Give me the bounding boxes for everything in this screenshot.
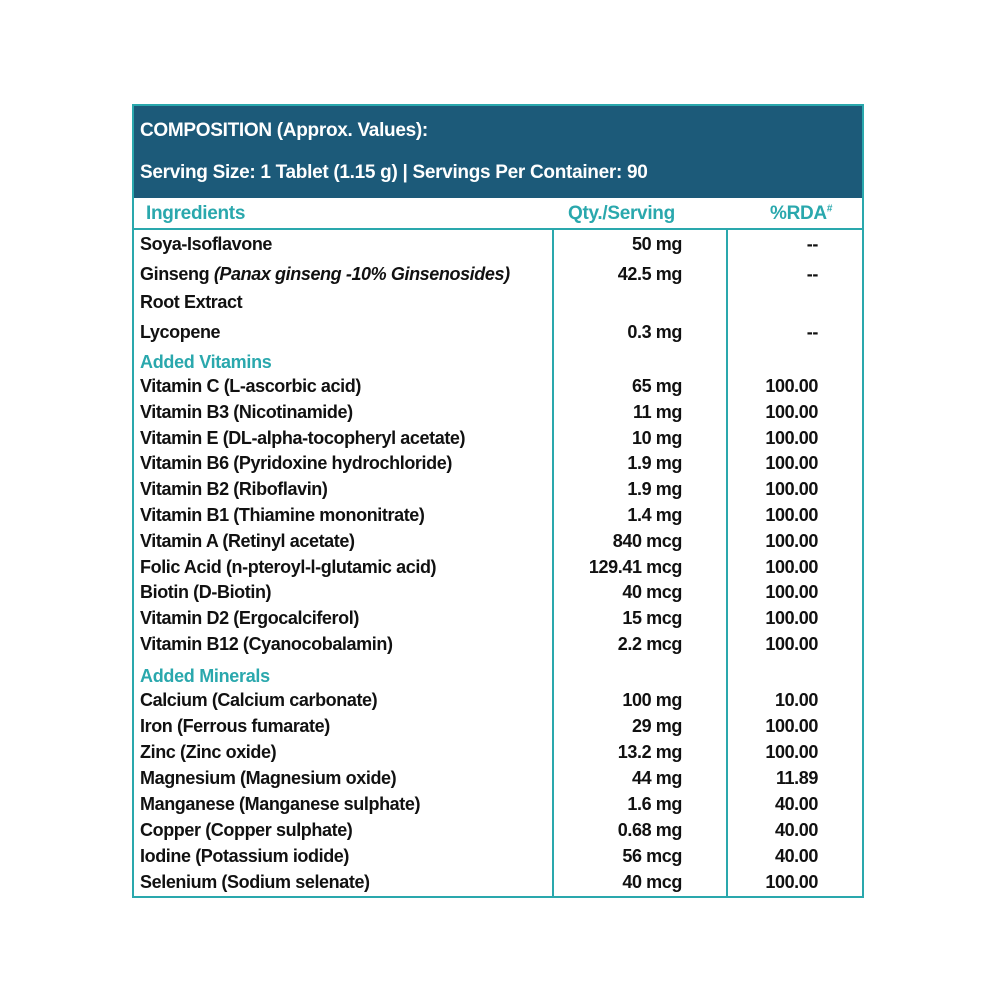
ingredient-name: Vitamin E (DL-alpha-tocopheryl acetate) bbox=[140, 427, 466, 448]
quantity-per-serving: 42.5 mg bbox=[617, 264, 682, 284]
column-divider-1 bbox=[552, 230, 554, 898]
ingredient-name: Iron (Ferrous fumarate) bbox=[140, 716, 330, 736]
rda-percent: 100.00 bbox=[765, 742, 818, 762]
quantity-per-serving: 29 mg bbox=[631, 716, 682, 736]
ingredient-name: Vitamin A (Retinyl acetate) bbox=[140, 530, 355, 551]
quantity-per-serving: 44 mg bbox=[631, 768, 682, 788]
header-divider bbox=[134, 228, 862, 230]
ingredient-name: Vitamin B6 (Pyridoxine hydrochloride) bbox=[140, 453, 452, 474]
ingredient-name: Vitamin D2 (Ergocalciferol) bbox=[140, 608, 359, 629]
column-header-rda: %RDA# bbox=[770, 203, 833, 224]
quantity-per-serving: 0.3 mg bbox=[627, 322, 682, 342]
quantity-per-serving: 0.68 mg bbox=[617, 820, 682, 840]
rda-percent: 10.00 bbox=[774, 690, 818, 710]
rda-percent: -- bbox=[806, 234, 818, 254]
rda-percent: 100.00 bbox=[765, 872, 818, 892]
quantity-per-serving: 1.6 mg bbox=[627, 794, 682, 814]
composition-title: COMPOSITION (Approx. Values): bbox=[140, 120, 428, 141]
ingredient-name: Zinc (Zinc oxide) bbox=[140, 742, 277, 762]
column-header-ingredients: Ingredients bbox=[146, 203, 246, 224]
rda-percent: 40.00 bbox=[774, 794, 818, 814]
ingredient-name: Vitamin B12 (Cyanocobalamin) bbox=[140, 634, 393, 654]
ingredient-name: Vitamin B3 (Nicotinamide) bbox=[140, 401, 353, 422]
ingredient-name: Vitamin B2 (Riboflavin) bbox=[140, 479, 328, 500]
ingredient-name: Folic Acid (n-pteroyl-l-glutamic acid) bbox=[140, 556, 437, 577]
rda-percent: 100.00 bbox=[765, 716, 818, 736]
rda-percent: -- bbox=[806, 264, 818, 284]
rda-percent: 100.00 bbox=[765, 634, 818, 654]
quantity-per-serving: 1.4 mg bbox=[627, 505, 682, 525]
quantity-per-serving: 40 mcg bbox=[622, 582, 682, 603]
ingredient-name: Magnesium (Magnesium oxide) bbox=[140, 768, 397, 788]
ingredient-name: Vitamin C (L-ascorbic acid) bbox=[140, 376, 361, 396]
rda-percent: 100.00 bbox=[765, 608, 818, 629]
quantity-per-serving: 2.2 mcg bbox=[617, 634, 682, 654]
ingredient-name: Copper (Copper sulphate) bbox=[140, 820, 353, 840]
composition-panel bbox=[132, 104, 864, 898]
ingredient-name: Vitamin B1 (Thiamine mononitrate) bbox=[140, 505, 425, 525]
rda-percent: 100.00 bbox=[765, 479, 818, 500]
rda-percent: 40.00 bbox=[774, 820, 818, 840]
quantity-per-serving: 1.9 mg bbox=[627, 479, 682, 500]
rda-percent: -- bbox=[806, 322, 818, 342]
quantity-per-serving: 840 mcg bbox=[612, 530, 682, 551]
rda-percent: 100.00 bbox=[765, 401, 818, 422]
quantity-per-serving: 40 mcg bbox=[622, 872, 682, 892]
quantity-per-serving: 100 mg bbox=[622, 690, 682, 710]
rda-percent: 100.00 bbox=[765, 505, 818, 525]
column-divider-2 bbox=[726, 230, 728, 898]
quantity-per-serving: 1.9 mg bbox=[627, 453, 682, 474]
rda-percent: 100.00 bbox=[765, 376, 818, 396]
ingredient-name: Manganese (Manganese sulphate) bbox=[140, 794, 421, 814]
rda-percent: 100.00 bbox=[765, 530, 818, 551]
rda-percent: 100.00 bbox=[765, 453, 818, 474]
quantity-per-serving: 11 mg bbox=[632, 401, 682, 422]
ingredient-name: Calcium (Calcium carbonate) bbox=[140, 690, 378, 710]
quantity-per-serving: 65 mg bbox=[631, 376, 682, 396]
quantity-per-serving: 10 mg bbox=[631, 427, 682, 448]
ingredient-name: Biotin (D-Biotin) bbox=[140, 582, 272, 603]
ingredient-name: Selenium (Sodium selenate) bbox=[140, 872, 370, 892]
ingredient-name: Ginseng (Panax ginseng -10% Ginsenosides) bbox=[140, 264, 510, 284]
rda-percent: 40.00 bbox=[774, 846, 818, 866]
rda-percent: 100.00 bbox=[765, 556, 818, 577]
column-header-qty: Qty./Serving bbox=[568, 203, 675, 224]
ingredient-name: Lycopene bbox=[140, 322, 221, 342]
ingredient-name: Iodine (Potassium iodide) bbox=[140, 846, 350, 866]
ingredient-name: Root Extract bbox=[140, 292, 243, 312]
quantity-per-serving: 129.41 mcg bbox=[588, 556, 682, 577]
rda-footnote-mark: # bbox=[826, 203, 833, 215]
section-heading-vitamins: Added Vitamins bbox=[140, 352, 272, 372]
quantity-per-serving: 15 mcg bbox=[622, 608, 682, 629]
section-heading-minerals: Added Minerals bbox=[140, 666, 270, 686]
rda-percent: 100.00 bbox=[765, 582, 818, 603]
quantity-per-serving: 13.2 mg bbox=[617, 742, 682, 762]
serving-info: Serving Size: 1 Tablet (1.15 g) | Servings Per Container: 90 bbox=[140, 162, 648, 183]
quantity-per-serving: 56 mcg bbox=[622, 846, 682, 866]
composition-header bbox=[134, 106, 862, 198]
ingredient-botanical-name: (Panax ginseng -10% Ginsenosides) bbox=[213, 264, 510, 284]
rda-percent: 11.89 bbox=[775, 768, 818, 788]
ingredient-name: Soya-Isoflavone bbox=[140, 234, 273, 254]
rda-percent: 100.00 bbox=[765, 427, 818, 448]
quantity-per-serving: 50 mg bbox=[631, 234, 682, 254]
